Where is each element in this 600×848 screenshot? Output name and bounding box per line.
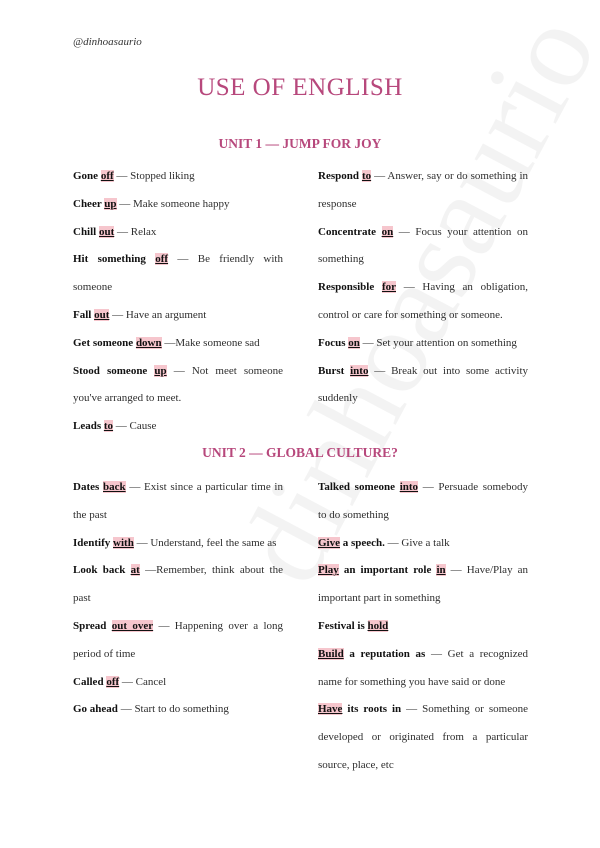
vocab-entry [73,191,283,219]
phrase-verb: Responsible [318,281,382,294]
phrase-definition: — Be friendly with someone [73,253,283,294]
phrase-rest: its roots in [342,703,402,716]
vocab-entry [318,330,528,358]
phrase-particle-highlight: off [106,675,120,688]
vocab-entry [73,163,283,191]
phrase-particle-highlight: Play [318,564,339,577]
phrase-definition: — Persuade somebody to do something [318,481,528,521]
phrase-particle-highlight: out [94,308,110,321]
phrase-definition: — Having an obligation, control or care for something or someone. [318,281,528,321]
phrase-verb: Stood someone [73,364,155,377]
phrase-particle-highlight: Build [318,647,344,660]
phrase-rest: an important role [338,564,437,577]
phrase-particle-highlight: to [103,420,114,433]
phrase-particle-highlight: hold [367,619,389,632]
phrase-rest: a speech. [340,536,385,549]
phrase-definition: — Make someone happy [116,197,230,210]
vocab-entry [73,669,283,697]
phrase-particle-highlight: into [350,364,369,377]
phrase-rest: a reputation as [343,647,426,660]
phrase-definition: — Get a recognized name for something you have said or done [318,647,528,688]
phrase-particle-highlight: Have [318,703,343,716]
vocab-entry [318,641,528,697]
phrase-definition: — Start to do something [117,703,229,716]
phrase-verb: Go ahead [73,703,118,716]
vocab-entry [73,613,283,669]
phrase-verb: Look back [73,564,131,577]
vocab-entry [73,219,283,247]
phrase-particle-highlight: to [361,170,372,182]
page-title: USE OF ENGLISH [197,74,403,101]
vocab-entry [73,530,283,558]
unit-2-left-column [73,474,283,724]
phrase-verb: Dates [73,481,103,493]
vocab-entry [73,413,283,441]
vocab-entry [73,302,283,330]
vocab-entry [318,613,528,641]
phrase-particle-highlight: on [381,225,394,238]
phrase-verb: Identify [73,536,114,549]
phrase-particle-highlight: out [98,225,115,238]
vocab-entry [73,557,283,613]
phrase-particle-highlight: back [103,481,126,493]
phrase-verb: Fall [73,308,95,321]
phrase-verb: Concentrate [318,225,382,238]
phrase-verb: Chill [73,225,99,238]
phrase-definition: —Remember, think about the past [73,564,283,605]
phrase-definition: —Make someone sad [161,336,260,349]
phrase-particle-highlight: in [436,564,446,577]
vocab-entry [318,274,528,330]
vocab-entry [73,358,283,414]
author-handle: @dinhoasaurio [73,36,142,48]
unit-1-title: UNIT 1 — JUMP FOR JOY [218,136,382,151]
vocab-entry [318,163,528,219]
phrase-definition: — Cause [113,420,157,433]
phrase-particle-highlight: up [154,364,167,377]
phrase-verb: Spread [73,619,112,632]
vocab-entry [318,358,528,414]
phrase-definition: — Happening over a long period of time [73,619,284,660]
vocab-entry [73,330,283,358]
phrase-particle-highlight: down [135,336,162,349]
vocab-entry [318,474,528,530]
vocab-entry [73,246,283,302]
phrase-definition: — Focus your attention on something [318,225,528,266]
phrase-particle-highlight: off [155,253,169,266]
phrase-definition: — Something or someone developed or originated from a particular source, place, etc [318,703,528,771]
phrase-particle-highlight: for [381,281,396,294]
phrase-particle-highlight: with [113,536,134,549]
unit-1-right-column [318,163,528,413]
vocab-entry [318,696,528,779]
phrase-verb: Talked someone [318,481,400,493]
phrase-particle-highlight: up [104,197,117,210]
phrase-verb: Burst [318,364,351,377]
phrase-definition: — Give a talk [384,536,450,549]
unit-2-right-column [318,474,528,780]
phrase-definition: — Break out into some activity suddenly [318,364,528,405]
phrase-verb: Get someone [73,336,136,349]
phrase-particle-highlight: off [100,170,114,182]
phrase-definition: — Answer, say or do something in response [318,170,528,210]
phrase-verb: Leads [73,420,104,433]
phrase-definition: — Understand, feel the same as [133,536,277,549]
phrase-definition: — Relax [114,225,157,238]
vocab-entry [318,530,528,558]
phrase-verb: Focus [318,336,349,349]
vocab-entry [73,696,283,724]
phrase-particle-highlight: on [348,336,360,349]
phrase-particle-highlight: Give [318,536,340,549]
phrase-verb: Gone [73,170,101,182]
phrase-definition: — Have an argument [109,308,207,321]
unit-2-title: UNIT 2 — GLOBAL CULTURE? [202,445,398,460]
phrase-definition: — Stopped liking [113,170,195,182]
phrase-verb: Hit something [73,253,156,266]
phrase-definition: — Exist since a particular time in the past [73,481,283,521]
phrase-particle-highlight: into [399,481,419,493]
vocab-entry [73,474,283,530]
unit-1-left-column [73,163,283,441]
vocab-entry [318,557,528,613]
phrase-definition: — Set your attention on something [359,336,517,349]
phrase-verb: Called [73,675,107,688]
phrase-particle-highlight: at [130,564,140,577]
vocab-entry [318,219,528,275]
phrase-definition: — Have/Play an important part in something [318,564,529,605]
phrase-verb: Respond [318,170,362,182]
phrase-definition: — Cancel [119,675,167,688]
phrase-definition: — Not meet someone you've arranged to meet. [73,364,283,405]
phrase-verb: Festival is [318,619,368,632]
phrase-particle-highlight: out over [111,619,154,632]
phrase-verb: Cheer [73,197,105,210]
